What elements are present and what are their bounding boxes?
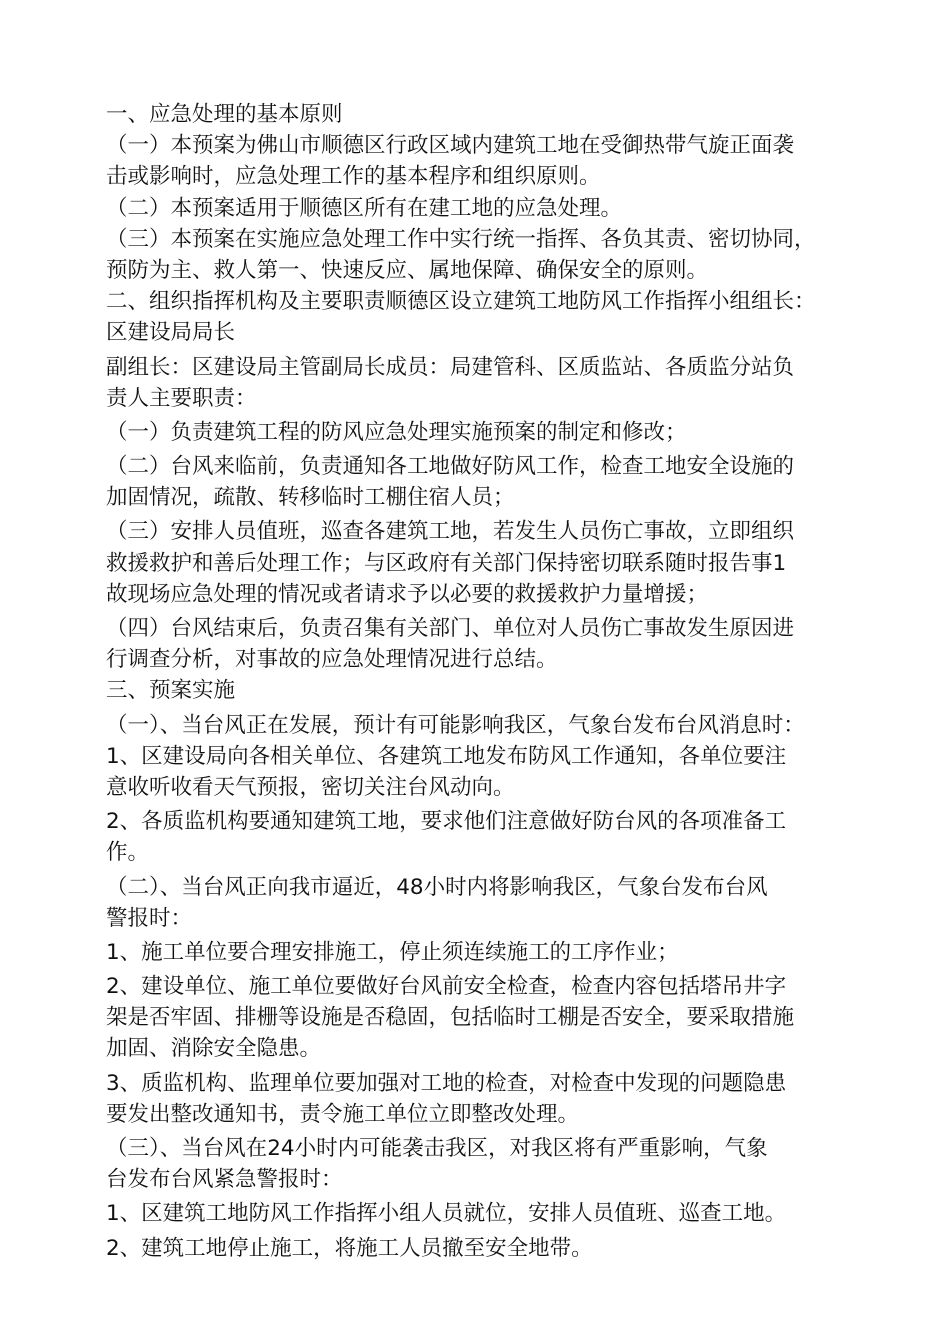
text-line: 架是否牢固、排栅等设施是否稳固，包括临时工棚是否安全，要采取措施 [106,1005,795,1031]
section-heading: 一、应急处理的基本原则 [106,102,343,127]
text-line: （二）本预案适用于顺德区所有在建工地的应急处理。 [106,195,623,221]
text-line: （二）台风来临前，负责通知各工地做好防风工作，检查工地安全设施的 [106,454,795,480]
section-heading: 三、预案实施 [106,678,236,704]
text-line: （一）负责建筑工程的防风应急处理实施预案的制定和修改； [106,419,687,445]
text-line: 区建设局局长 [106,320,236,346]
text-line: （三）安排人员值班，巡查各建筑工地，若发生人员伤亡事故，立即组织 [106,519,795,545]
text-line: 责人主要职责： [106,385,257,411]
text-line: 副组长：区建设局主管副局长成员：局建管科、区质监站、各质监分站负 [106,354,795,380]
text-line: （一）本预案为佛山市顺德区行政区域内建筑工地在受御热带气旋正面袭 [106,133,795,159]
text-line: 要发出整改通知书，责令施工单位立即整改处理。 [106,1101,580,1127]
section-heading: 二、组织指挥机构及主要职责顺德区设立建筑工地防风工作指挥小组组长： [106,289,816,315]
text-line: 救援救护和善后处理工作；与区政府有关部门保持密切联系随时报告事1 [106,550,787,576]
document-body [106,99,906,1264]
text-line: 击或影响时，应急处理工作的基本程序和组织原则。 [106,164,601,190]
text-line: 加固、消除安全隐患。 [106,1036,322,1062]
text-line: （三）本预案在实施应急处理工作中实行统一指挥、各负其责、密切协同， [106,226,816,252]
text-line: 行调查分析，对事故的应急处理情况进行总结。 [106,647,558,673]
text-line: 1、区建设局向各相关单位、各建筑工地发布防风工作通知，各单位要注 [106,743,787,769]
text-line: 预防为主、救人第一、快速反应、属地保障、确保安全的原则。 [106,257,709,283]
text-line: 2、建设单位、施工单位要做好台风前安全检查，检查内容包括塔吊井字 [106,974,787,1000]
text-line: 1、区建筑工地防风工作指挥小组人员就位，安排人员值班、巡查工地。 [106,1201,787,1227]
text-line: （二）、当台风正向我市逼近，48小时内将影响我区，气象台发布台风 [106,874,768,900]
text-line: 2、各质监机构要通知建筑工地，要求他们注意做好防台风的各项准备工 [106,809,787,835]
text-line: 作。 [106,840,150,866]
text-line: 台发布台风紧急警报时： [106,1167,343,1193]
text-line: 加固情况，疏散、转移临时工棚住宿人员； [106,485,515,511]
text-line: （三）、当台风在24小时内可能袭击我区，对我区将有严重影响，气象 [106,1136,768,1161]
text-line: （四）台风结束后，负责召集有关部门、单位对人员伤亡事故发生原因进 [106,616,795,641]
text-line: 1、施工单位要合理安排施工，停止须连续施工的工序作业； [106,939,679,965]
text-line: 警报时： [106,905,193,931]
text-line: 意收听收看天气预报，密切关注台风动向。 [106,774,515,800]
text-line: 3、质监机构、监理单位要加强对工地的检查，对检查中发现的问题隐患 [106,1070,787,1096]
text-line: 故现场应急处理的情况或者请求予以必要的救援救护力量增援； [106,581,709,607]
text-line: （一）、当台风正在发展，预计有可能影响我区，气象台发布台风消息时： [106,712,805,738]
text-line: 2、建筑工地停止施工，将施工人员撤至安全地带。 [106,1235,593,1261]
